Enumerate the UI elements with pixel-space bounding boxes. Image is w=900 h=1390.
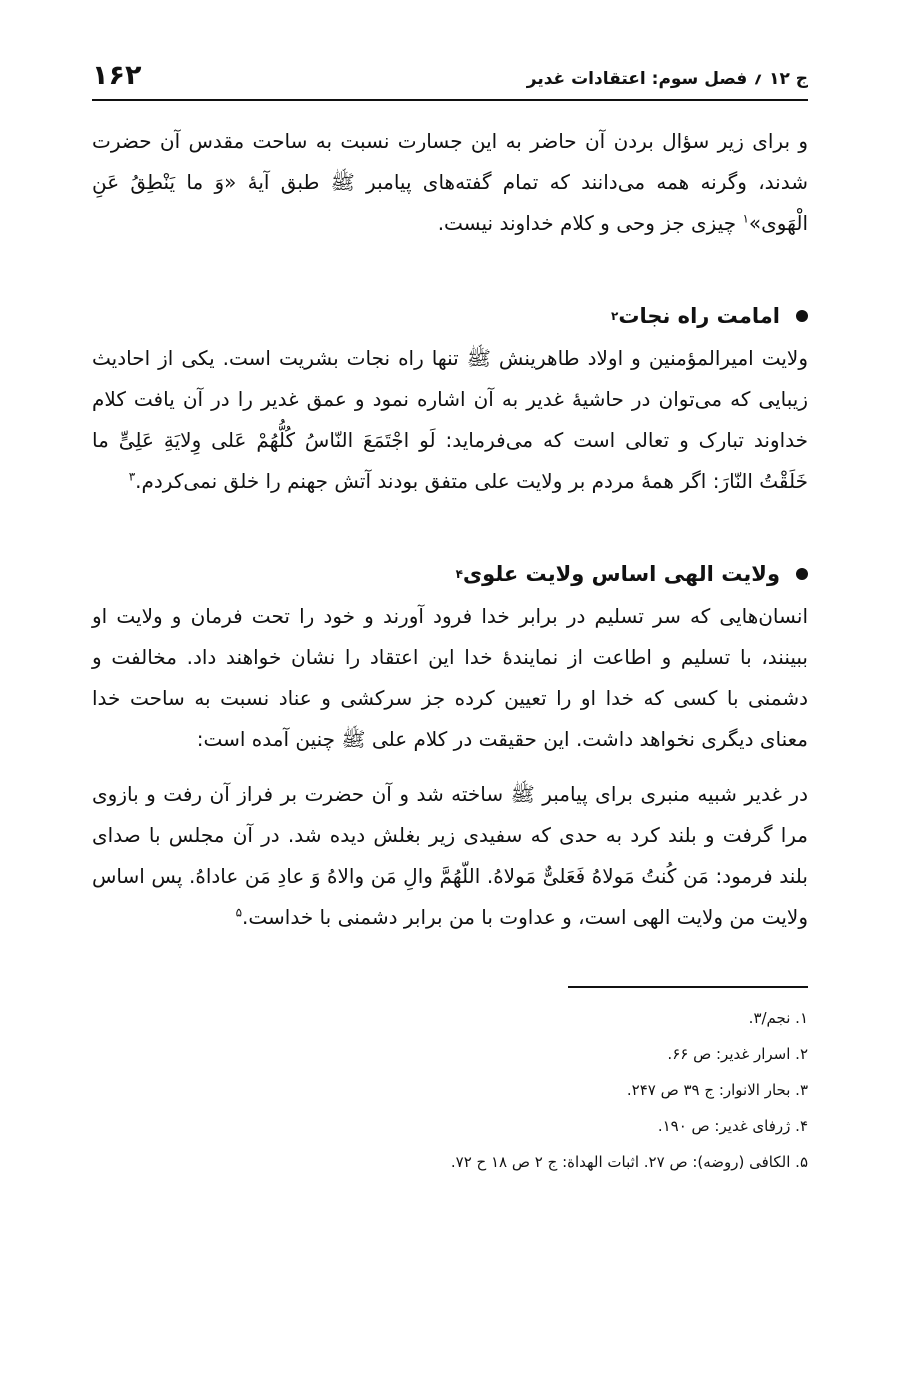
- footnote-1: ۱. نجم/۳.: [748, 1009, 808, 1027]
- section-heading-velayat: ولایت الهی اساس ولایت علوی ۴: [92, 552, 808, 596]
- footnote-divider: [568, 986, 808, 988]
- velayat-paragraph-2: [92, 774, 808, 938]
- intro-paragraph: [92, 121, 808, 244]
- bullet-icon: [796, 568, 808, 580]
- running-title: ج ۱۲ ؍ فصل سوم: اعتقادات غدیر: [526, 69, 808, 89]
- heading-text: امامت راه نجات: [618, 304, 780, 328]
- intro-text: و برای زیر سؤال بردن آن حاضر به این جسارت نسبت به ساحت مقدس آن حضرت شدند، وگرنه همه می‌دانند که تمام گفته‌های پیامبر ﷺ طبق آیهٔ «وَ ما یَنْطِقُ عَنِ الْهَوی»: [92, 129, 808, 235]
- book-page: [92, 60, 808, 1180]
- footnote-ref-5[interactable]: ۵: [235, 905, 243, 920]
- imamat-paragraph: [92, 338, 808, 502]
- heading-text: ولایت الهی اساس ولایت علوی: [462, 562, 780, 586]
- bullet-icon: [796, 310, 808, 322]
- footnote-ref-1[interactable]: ۱: [742, 211, 749, 226]
- page-header: [92, 60, 808, 101]
- footnote-5: ۵. الکافی (روضه): ص ۲۷. اثبات الهداة: ج ۲ ص ۱۸ ح ۷۲.: [450, 1153, 808, 1171]
- intro-tail: چیزی جز وحی و کلام خداوند نیست.: [437, 211, 743, 235]
- footnote-4: ۴. ژرفای غدیر: ص ۱۹۰.: [657, 1117, 808, 1135]
- imamat-text: ولایت امیرالمؤمنین و اولاد طاهرینش ﷺ تنها راه نجات بشریت است. یکی از احادیث زیبایی که می‌توان در حاشیهٔ غدیر به آن اشاره نمود و عمق غدیر را در آن یافت کلام خداوند تبارک و تعالی است که می‌فرماید: لَو اجْتَمَعَ النّاسُ کُلُّهُمْ عَلی وِلایَةِ عَلِیٍّ ما خَلَقْتُ النّارَ: اگر همهٔ مردم بر ولایت علی متفق بودند آتش جهنم را خلق نمی‌کردم.: [92, 346, 808, 493]
- footnote-3: ۳. بحار الانوار: ج ۳۹ ص ۲۴۷.: [626, 1081, 808, 1099]
- velayat-paragraph-1: انسان‌هایی که سر تسلیم در برابر خدا فرود آورند و خود را تحت فرمان و ولایت او ببینند، با تسلیم و اطاعت از نمایندهٔ خدا این اعتقاد را نشان خواهند داد. مخالفت و دشمنی با کسی که خدا او را تعیین کرده جز سرکشی و عناد نسبت به ساحت خدا معنای دیگری نخواهد داشت. این حقیقت در کلام علی ﷺ چنین آمده است:: [92, 604, 808, 751]
- page-number: ۱۶۲: [92, 60, 142, 91]
- section-heading-imamat: امامت راه نجات ۲: [92, 294, 808, 338]
- footnote-ref-3[interactable]: ۳: [128, 469, 136, 484]
- velayat-paragraph-2-text: در غدیر شبیه منبری برای پیامبر ﷺ ساخته شد و آن حضرت بر فراز آن رفت و بازوی مرا گرفت و بلند کرد به حدی که سفیدی زیر بغلش دیده شد. در آن مجلس با صدای بلند فرمود: مَن کُنتُ مَولاهُ فَعَلیٌّ مَولاهُ. اللّهُمَّ والِ مَن والاهُ وَ عادِ مَن عاداهُ. پس اساس ولایت من ولایت الهی است، و عداوت با من برابر دشمنی با خداست.: [92, 782, 808, 929]
- footnotes: [92, 1000, 808, 1180]
- footnote-2: ۲. اسرار غدیر: ص ۶۶.: [667, 1045, 808, 1063]
